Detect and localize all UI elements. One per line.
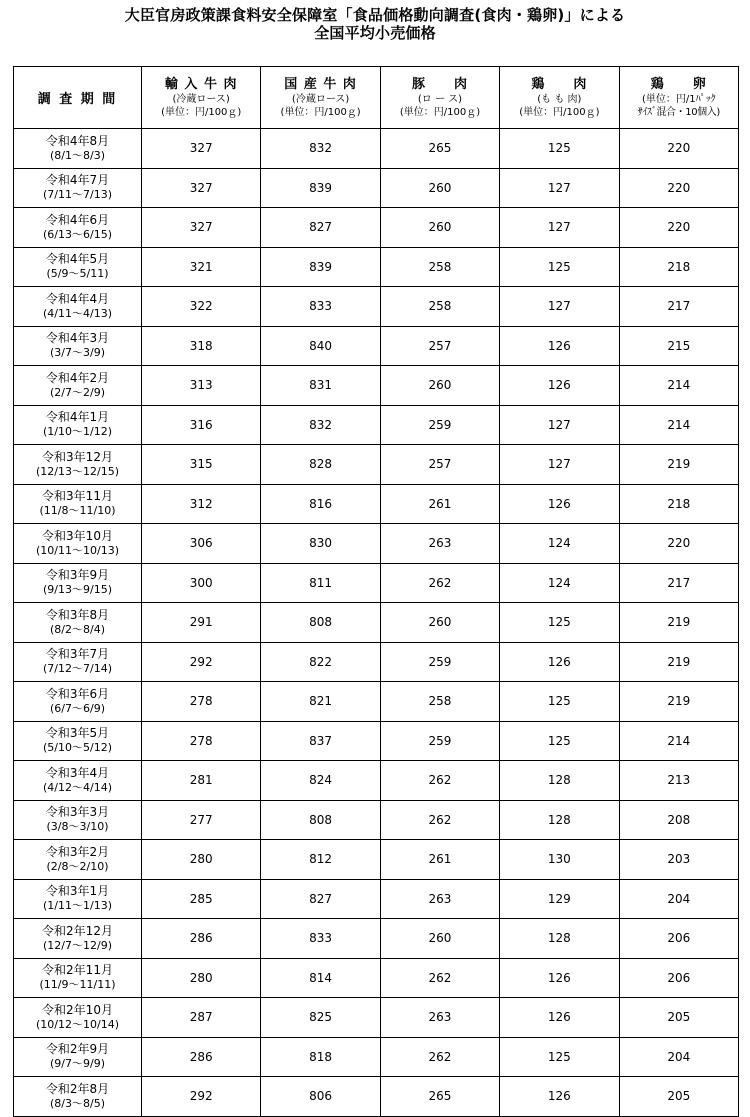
price-cell-pork: 260 <box>380 919 499 959</box>
price-cell-domestic-beef: 833 <box>261 287 380 327</box>
column-unit: (単位：円/100ｇ) <box>280 106 361 118</box>
price-cell-eggs: 205 <box>619 1077 738 1117</box>
price-cell-eggs: 219 <box>619 642 738 682</box>
price-cell-pork: 263 <box>380 524 499 564</box>
price-cell-chicken: 127 <box>500 287 619 327</box>
price-cell-chicken: 125 <box>500 682 619 722</box>
price-cell-pork: 261 <box>380 840 499 880</box>
period-cell <box>14 603 142 643</box>
period-date-range: (9/13～9/15) <box>43 583 112 597</box>
price-cell-chicken: 125 <box>500 721 619 761</box>
price-cell-pork: 259 <box>380 642 499 682</box>
period-cell <box>14 1077 142 1117</box>
price-cell-domestic-beef: 831 <box>261 366 380 406</box>
title-line-2: 全国平均小売価格 <box>314 24 436 42</box>
price-cell-eggs: 214 <box>619 721 738 761</box>
period-date-range: (5/10～5/12) <box>43 741 112 755</box>
period-label: 令和3年8月 <box>45 607 110 622</box>
table-row <box>14 998 739 1038</box>
header-row <box>14 67 739 129</box>
price-cell-pork: 263 <box>380 879 499 919</box>
price-cell-chicken: 129 <box>500 879 619 919</box>
price-cell-pork: 259 <box>380 721 499 761</box>
price-cell-chicken: 128 <box>500 919 619 959</box>
period-date-range: (7/12～7/14) <box>43 662 112 676</box>
price-cell-imported-beef: 312 <box>142 484 261 524</box>
price-cell-eggs: 205 <box>619 998 738 1038</box>
price-cell-imported-beef: 280 <box>142 840 261 880</box>
period-cell <box>14 879 142 919</box>
price-cell-chicken: 125 <box>500 603 619 643</box>
period-label: 令和3年1月 <box>45 884 110 899</box>
period-label: 令和3年7月 <box>45 647 110 662</box>
period-label: 令和3年9月 <box>45 568 110 583</box>
period-date-range: (2/8～2/10) <box>46 859 109 873</box>
column-subtitle: (ロ ー ス) <box>417 93 463 105</box>
price-cell-chicken: 127 <box>500 168 619 208</box>
period-date-range: (1/10～1/12) <box>43 425 112 439</box>
period-cell <box>14 919 142 959</box>
table-header <box>14 67 739 129</box>
table-row <box>14 840 739 880</box>
price-cell-domestic-beef: 828 <box>261 445 380 485</box>
period-date-range: (10/11～10/13) <box>36 543 119 557</box>
column-unit: ｻｲｽﾞ混合・10個入) <box>637 106 720 118</box>
price-cell-imported-beef: 292 <box>142 1077 261 1117</box>
price-cell-pork: 265 <box>380 1077 499 1117</box>
price-cell-imported-beef: 286 <box>142 919 261 959</box>
period-date-range: (11/9～11/11) <box>39 978 116 992</box>
price-cell-domestic-beef: 812 <box>261 840 380 880</box>
price-cell-imported-beef: 280 <box>142 958 261 998</box>
period-label: 令和4年6月 <box>45 212 110 227</box>
table-row <box>14 800 739 840</box>
price-cell-eggs: 218 <box>619 247 738 287</box>
price-cell-pork: 265 <box>380 129 499 169</box>
price-cell-imported-beef: 315 <box>142 445 261 485</box>
price-cell-chicken: 125 <box>500 1037 619 1077</box>
price-cell-eggs: 214 <box>619 405 738 445</box>
price-cell-domestic-beef: 832 <box>261 405 380 445</box>
period-cell <box>14 1037 142 1077</box>
period-cell <box>14 208 142 248</box>
period-label: 令和2年12月 <box>42 923 113 938</box>
column-unit: (単位：円/100ｇ) <box>399 106 481 118</box>
period-label: 令和3年2月 <box>45 844 110 859</box>
price-cell-pork: 262 <box>380 958 499 998</box>
price-cell-imported-beef: 313 <box>142 366 261 406</box>
period-cell <box>14 840 142 880</box>
period-cell <box>14 287 142 327</box>
price-cell-domestic-beef: 806 <box>261 1077 380 1117</box>
table-row <box>14 761 739 801</box>
price-cell-chicken: 127 <box>500 445 619 485</box>
price-cell-pork: 257 <box>380 445 499 485</box>
period-date-range: (2/7～2/9) <box>50 385 105 399</box>
price-cell-domestic-beef: 840 <box>261 326 380 366</box>
period-cell <box>14 168 142 208</box>
price-cell-pork: 260 <box>380 603 499 643</box>
period-date-range: (7/11～7/13) <box>43 188 112 202</box>
price-cell-imported-beef: 300 <box>142 563 261 603</box>
price-cell-imported-beef: 327 <box>142 129 261 169</box>
period-date-range: (4/11～4/13) <box>43 306 112 320</box>
period-label: 令和4年5月 <box>45 252 110 267</box>
period-label: 令和3年3月 <box>45 805 110 820</box>
price-cell-domestic-beef: 832 <box>261 129 380 169</box>
price-cell-eggs: 220 <box>619 168 738 208</box>
price-cell-eggs: 220 <box>619 129 738 169</box>
title-line-1: 大臣官房政策課食料安全保障室「食品価格動向調査(食肉・鶏卵)」による <box>124 6 626 24</box>
period-date-range: (8/1～8/3) <box>50 148 105 162</box>
price-cell-pork: 262 <box>380 1037 499 1077</box>
period-label: 令和2年11月 <box>42 963 113 978</box>
column-unit: (単位：円/100ｇ) <box>519 106 600 118</box>
period-label: 令和3年6月 <box>45 686 110 701</box>
period-cell <box>14 800 142 840</box>
price-cell-domestic-beef: 821 <box>261 682 380 722</box>
table-row <box>14 208 739 248</box>
column-name: 豚 肉 <box>411 76 468 92</box>
price-cell-imported-beef: 306 <box>142 524 261 564</box>
price-cell-eggs: 206 <box>619 958 738 998</box>
price-cell-chicken: 127 <box>500 405 619 445</box>
period-label: 令和4年7月 <box>45 173 110 188</box>
table-row <box>14 168 739 208</box>
price-cell-chicken: 124 <box>500 524 619 564</box>
column-name: 鶏 肉 <box>531 76 588 92</box>
period-label: 令和2年8月 <box>45 1081 110 1096</box>
price-cell-domestic-beef: 837 <box>261 721 380 761</box>
period-date-range: (3/7～3/9) <box>50 346 105 360</box>
price-cell-domestic-beef: 808 <box>261 603 380 643</box>
table-row <box>14 879 739 919</box>
price-cell-eggs: 217 <box>619 563 738 603</box>
period-date-range: (4/12～4/14) <box>43 780 112 794</box>
price-cell-pork: 258 <box>380 682 499 722</box>
period-label: 令和3年11月 <box>42 489 113 504</box>
price-cell-imported-beef: 278 <box>142 721 261 761</box>
column-header-pork <box>380 67 499 129</box>
period-date-range: (9/7～9/9) <box>50 1057 105 1071</box>
price-cell-chicken: 126 <box>500 642 619 682</box>
table-row <box>14 958 739 998</box>
table-row <box>14 1077 739 1117</box>
price-cell-domestic-beef: 811 <box>261 563 380 603</box>
price-cell-chicken: 126 <box>500 1077 619 1117</box>
price-cell-chicken: 125 <box>500 247 619 287</box>
price-cell-eggs: 215 <box>619 326 738 366</box>
column-name: 国 産 牛 肉 <box>284 76 357 92</box>
column-subtitle: (単位：円/1ﾊﾟｯｸ <box>641 93 716 105</box>
column-subtitle: (冷蔵ロース) <box>172 93 230 105</box>
column-header-imported-beef <box>142 67 261 129</box>
period-date-range: (8/3～8/5) <box>50 1096 105 1110</box>
period-cell <box>14 642 142 682</box>
price-cell-imported-beef: 322 <box>142 287 261 327</box>
period-label: 令和4年4月 <box>45 291 110 306</box>
price-cell-eggs: 219 <box>619 445 738 485</box>
price-cell-chicken: 126 <box>500 484 619 524</box>
period-cell <box>14 563 142 603</box>
price-cell-domestic-beef: 808 <box>261 800 380 840</box>
period-date-range: (12/7～12/9) <box>43 938 112 952</box>
price-cell-chicken: 128 <box>500 761 619 801</box>
price-cell-domestic-beef: 816 <box>261 484 380 524</box>
column-name: 鶏 卵 <box>650 76 707 92</box>
document-title <box>0 6 750 42</box>
period-cell <box>14 958 142 998</box>
period-date-range: (12/13～12/15) <box>36 464 119 478</box>
price-cell-chicken: 126 <box>500 366 619 406</box>
price-cell-imported-beef: 292 <box>142 642 261 682</box>
price-cell-imported-beef: 285 <box>142 879 261 919</box>
price-cell-domestic-beef: 833 <box>261 919 380 959</box>
period-label: 令和3年5月 <box>45 726 110 741</box>
period-cell <box>14 998 142 1038</box>
period-date-range: (3/8～3/10) <box>46 820 109 834</box>
price-cell-domestic-beef: 824 <box>261 761 380 801</box>
price-cell-pork: 259 <box>380 405 499 445</box>
period-cell <box>14 366 142 406</box>
column-header-domestic-beef <box>261 67 380 129</box>
price-cell-chicken: 127 <box>500 208 619 248</box>
period-cell <box>14 445 142 485</box>
period-cell <box>14 247 142 287</box>
column-name: 輸 入 牛 肉 <box>164 76 238 92</box>
price-cell-domestic-beef: 827 <box>261 879 380 919</box>
period-cell <box>14 484 142 524</box>
table-row <box>14 524 739 564</box>
price-cell-pork: 258 <box>380 287 499 327</box>
price-cell-imported-beef: 286 <box>142 1037 261 1077</box>
price-cell-domestic-beef: 814 <box>261 958 380 998</box>
price-cell-pork: 257 <box>380 326 499 366</box>
period-cell <box>14 524 142 564</box>
price-cell-imported-beef: 287 <box>142 998 261 1038</box>
period-date-range: (1/11～1/13) <box>43 899 112 913</box>
price-cell-eggs: 206 <box>619 919 738 959</box>
period-date-range: (11/8～11/10) <box>39 504 116 518</box>
period-cell <box>14 326 142 366</box>
period-label: 令和4年8月 <box>45 133 110 148</box>
period-label: 令和3年4月 <box>45 765 110 780</box>
period-label: 令和4年2月 <box>45 370 110 385</box>
period-date-range: (6/13～6/15) <box>43 227 112 241</box>
price-cell-domestic-beef: 822 <box>261 642 380 682</box>
table-row <box>14 603 739 643</box>
price-cell-eggs: 203 <box>619 840 738 880</box>
price-cell-pork: 263 <box>380 998 499 1038</box>
price-cell-imported-beef: 277 <box>142 800 261 840</box>
period-date-range: (10/12～10/14) <box>36 1017 119 1031</box>
price-cell-imported-beef: 281 <box>142 761 261 801</box>
price-cell-chicken: 126 <box>500 998 619 1038</box>
column-header-chicken <box>500 67 619 129</box>
price-cell-domestic-beef: 825 <box>261 998 380 1038</box>
price-cell-imported-beef: 327 <box>142 208 261 248</box>
price-cell-pork: 260 <box>380 366 499 406</box>
price-cell-imported-beef: 321 <box>142 247 261 287</box>
table-row <box>14 129 739 169</box>
period-date-range: (8/2～8/4) <box>50 622 105 636</box>
period-label: 令和4年1月 <box>45 410 110 425</box>
table-row <box>14 287 739 327</box>
price-cell-imported-beef: 316 <box>142 405 261 445</box>
price-cell-eggs: 220 <box>619 208 738 248</box>
column-subtitle: (冷蔵ロース) <box>291 93 350 105</box>
period-label: 令和2年9月 <box>45 1042 110 1057</box>
price-cell-pork: 262 <box>380 563 499 603</box>
price-cell-eggs: 218 <box>619 484 738 524</box>
table-row <box>14 366 739 406</box>
column-subtitle: (も も 肉) <box>537 93 582 105</box>
table-row <box>14 721 739 761</box>
table-row <box>14 1037 739 1077</box>
table-body <box>14 129 739 1117</box>
table-row <box>14 919 739 959</box>
price-cell-imported-beef: 278 <box>142 682 261 722</box>
price-cell-eggs: 204 <box>619 879 738 919</box>
period-date-range: (6/7～6/9) <box>50 701 105 715</box>
column-header-eggs <box>619 67 738 129</box>
price-cell-domestic-beef: 818 <box>261 1037 380 1077</box>
price-cell-pork: 260 <box>380 168 499 208</box>
price-cell-eggs: 219 <box>619 603 738 643</box>
price-cell-eggs: 208 <box>619 800 738 840</box>
table-row <box>14 247 739 287</box>
period-label: 令和4年3月 <box>45 331 110 346</box>
column-unit: (単位：円/100ｇ) <box>161 106 242 118</box>
table-row <box>14 326 739 366</box>
price-cell-domestic-beef: 839 <box>261 168 380 208</box>
period-date-range: (5/9～5/11) <box>46 267 109 281</box>
price-cell-chicken: 126 <box>500 958 619 998</box>
price-cell-eggs: 204 <box>619 1037 738 1077</box>
price-cell-domestic-beef: 830 <box>261 524 380 564</box>
price-cell-eggs: 220 <box>619 524 738 564</box>
price-cell-chicken: 128 <box>500 800 619 840</box>
price-cell-eggs: 219 <box>619 682 738 722</box>
period-cell <box>14 682 142 722</box>
table-row <box>14 642 739 682</box>
period-cell <box>14 721 142 761</box>
price-cell-imported-beef: 291 <box>142 603 261 643</box>
price-cell-domestic-beef: 839 <box>261 247 380 287</box>
price-cell-imported-beef: 327 <box>142 168 261 208</box>
price-cell-pork: 262 <box>380 761 499 801</box>
price-cell-pork: 258 <box>380 247 499 287</box>
price-cell-domestic-beef: 827 <box>261 208 380 248</box>
period-cell <box>14 405 142 445</box>
table-row <box>14 405 739 445</box>
price-cell-eggs: 213 <box>619 761 738 801</box>
price-cell-chicken: 130 <box>500 840 619 880</box>
price-cell-eggs: 214 <box>619 366 738 406</box>
table-row <box>14 563 739 603</box>
price-cell-imported-beef: 318 <box>142 326 261 366</box>
period-cell <box>14 129 142 169</box>
price-cell-chicken: 124 <box>500 563 619 603</box>
table-row <box>14 445 739 485</box>
period-label: 令和3年12月 <box>42 449 113 464</box>
price-cell-pork: 262 <box>380 800 499 840</box>
price-cell-chicken: 125 <box>500 129 619 169</box>
price-cell-eggs: 217 <box>619 287 738 327</box>
price-table <box>13 66 739 1117</box>
table-row <box>14 682 739 722</box>
period-label: 令和2年10月 <box>42 1002 113 1017</box>
period-cell <box>14 761 142 801</box>
price-cell-pork: 260 <box>380 208 499 248</box>
period-label: 令和3年10月 <box>42 528 113 543</box>
price-cell-pork: 261 <box>380 484 499 524</box>
price-cell-chicken: 126 <box>500 326 619 366</box>
table-row <box>14 484 739 524</box>
period-column-header: 調 査 期 間 <box>14 67 142 129</box>
